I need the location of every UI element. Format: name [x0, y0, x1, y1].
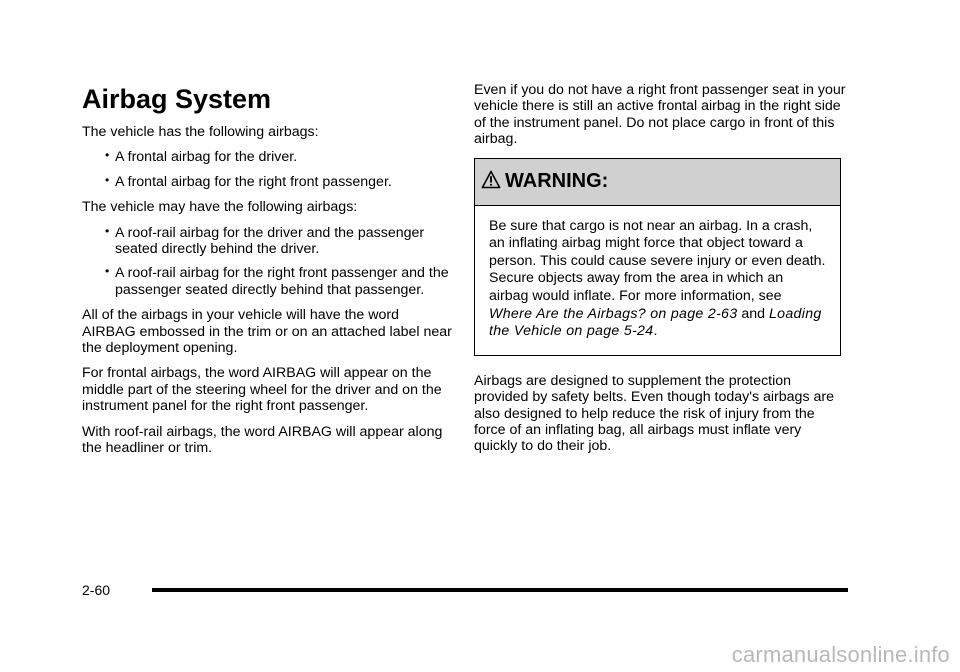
- intro-paragraph: The vehicle has the following airbags:: [82, 124, 319, 140]
- footer-rule: [152, 588, 848, 592]
- cross-reference-link[interactable]: Loading the Vehicle on page 5-24: [489, 305, 822, 340]
- airbag-list: [82, 149, 452, 190]
- body-paragraph: With roof-rail airbags, the word AIRBAG will appear along the headliner or trim.: [82, 423, 443, 457]
- warning-triangle-icon: [481, 170, 501, 194]
- bullet-icon: •: [105, 223, 110, 238]
- page-number: 2-60: [82, 582, 111, 598]
- watermark: carmanualsonline.info: [731, 642, 950, 667]
- bullet-icon: •: [105, 264, 110, 279]
- section-title: Airbag System: [82, 84, 272, 114]
- cross-reference-link[interactable]: Where Are the Airbags? on page 2-63: [489, 305, 738, 322]
- warning-title: WARNING:: [505, 170, 609, 193]
- bullet-icon: •: [105, 148, 110, 163]
- intro-paragraph: The vehicle may have the following airbags:: [82, 199, 358, 216]
- right-column: [474, 82, 846, 464]
- warning-header: [475, 159, 840, 206]
- warning-box: [474, 158, 841, 356]
- list-item: • A frontal airbag for the right front passenger.: [105, 172, 392, 190]
- body-paragraph: Airbags are designed to supplement the protection provided by safety belts. Even though today's airbags are also designed to help reduce the risk of injury from the force of an inflating bag, all airbags must inflate very quickly to do their job.: [474, 372, 834, 455]
- left-column: [82, 84, 452, 466]
- bullet-icon: •: [105, 172, 110, 187]
- warning-body: Be sure that cargo is not near an airbag. In a crash, an inflating airbag might force that object toward a person. This could cause severe injury or even death. Secure objects away from the area in which an airbag would inflate. For more information, see Where Are the Airbags? on page 2-63 and Loading the Vehicle on page 5-24.: [489, 217, 826, 340]
- body-paragraph: Even if you do not have a right front passenger seat in your vehicle there is still an active frontal airbag in the right side of the instrument panel. Do not place cargo in front of this airbag.: [474, 82, 846, 148]
- list-item: • A roof-rail airbag for the driver and the passenger seated directly behind the driver.: [105, 223, 425, 258]
- list-item: • A roof-rail airbag for the right front passenger and the passenger seated directly behind that passenger.: [105, 264, 449, 298]
- body-paragraph: For frontal airbags, the word AIRBAG will appear on the middle part of the steering wheel for the driver and on the instrument panel for the right front passenger.: [82, 365, 442, 415]
- body-paragraph: All of the airbags in your vehicle will have the word AIRBAG embossed in the trim or on an attached label near the deployment opening.: [82, 307, 452, 357]
- optional-airbag-list: [82, 225, 452, 299]
- list-item: • A frontal airbag for the driver.: [105, 148, 298, 166]
